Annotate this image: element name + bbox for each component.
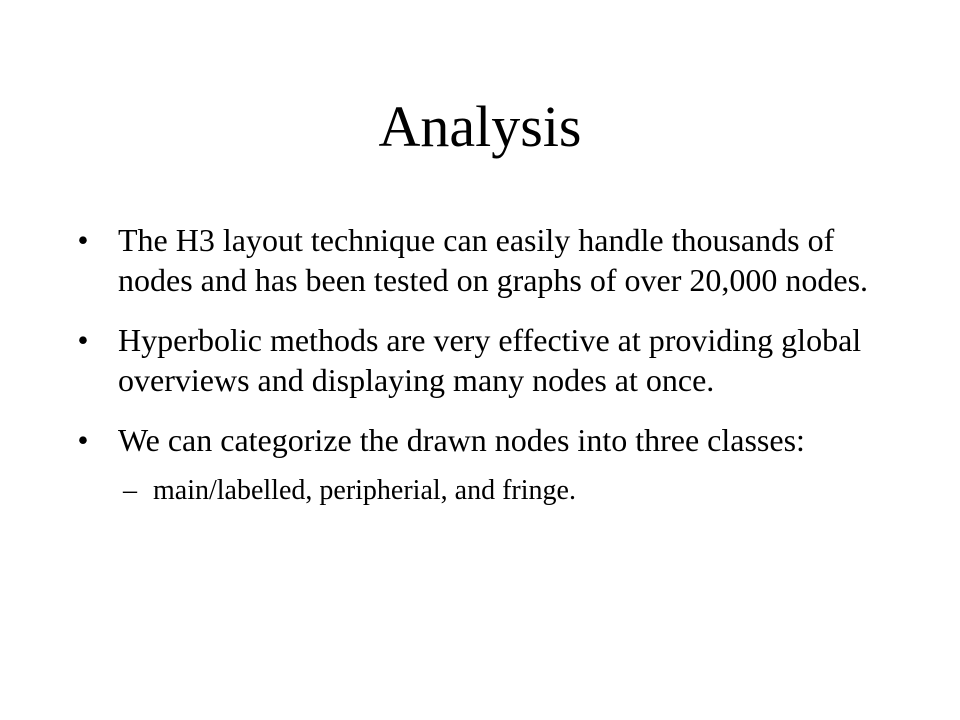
bullet-icon: • — [77, 222, 89, 258]
sub-bullet-list — [118, 474, 878, 508]
bullet-icon: • — [77, 322, 89, 358]
bullet-text: Hyperbolic methods are very effective at providing global overviews and displaying many nodes at once. — [118, 322, 862, 398]
sub-bullet-item — [118, 474, 878, 508]
bullet-text: The H3 layout technique can easily handle thousands of nodes and has been tested on graphs of over 20,000 nodes. — [118, 222, 869, 298]
bullet-list — [77, 220, 878, 528]
slide-title: Analysis — [378, 94, 582, 159]
bullet-item — [77, 420, 878, 508]
bullet-icon: • — [77, 422, 89, 458]
bullet-text: We can categorize the drawn nodes into three classes: — [118, 422, 805, 458]
sub-bullet-text: main/labelled, peripherial, and fringe. — [153, 475, 576, 506]
bullet-item — [77, 320, 878, 400]
bullet-item — [77, 220, 878, 300]
dash-icon: – — [123, 475, 137, 506]
